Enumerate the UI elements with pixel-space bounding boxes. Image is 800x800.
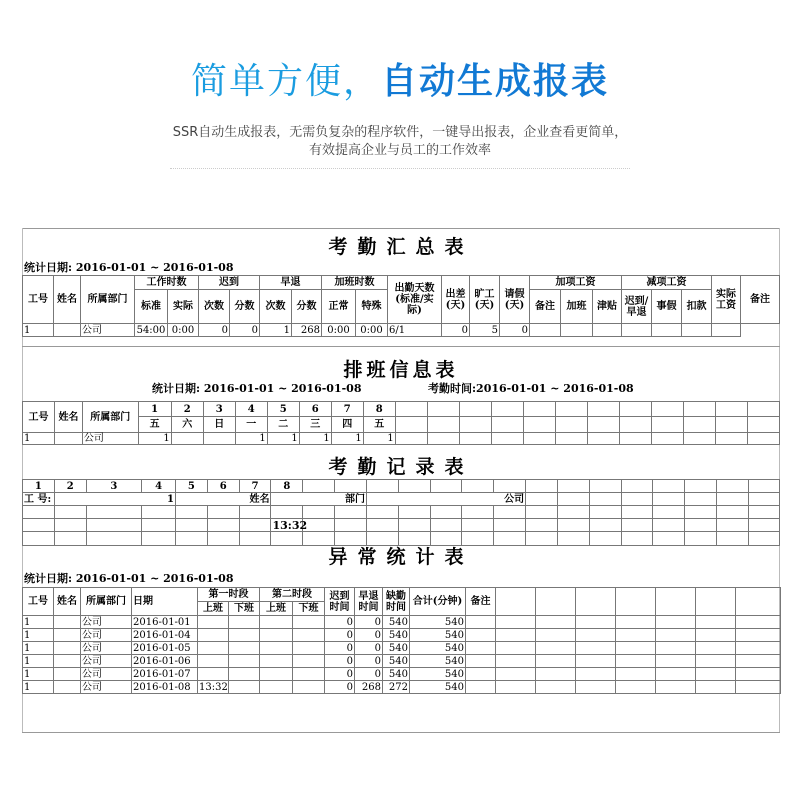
- table-row: [23, 433, 780, 445]
- dept-label: 部门: [271, 493, 366, 506]
- dept-value: 公司: [366, 493, 525, 506]
- col-header-remark: 备注: [741, 276, 780, 324]
- cell: 1: [299, 433, 331, 445]
- cell: [656, 642, 696, 655]
- cell: [203, 433, 235, 445]
- day-header: 4: [235, 402, 267, 417]
- cell: [293, 642, 325, 655]
- cell: [229, 681, 260, 694]
- schedule-title: 排班信息表: [343, 359, 459, 381]
- cell: [536, 668, 576, 681]
- cell: [622, 324, 652, 337]
- abnormal-title: 异常统计表: [328, 546, 474, 568]
- col-header-add-note: 备注: [530, 290, 561, 324]
- cell: 1: [23, 668, 54, 681]
- cell: 公司: [81, 681, 132, 694]
- weekday-header: 六: [171, 417, 203, 433]
- weekday-header: 三: [299, 417, 331, 433]
- cell: [652, 324, 682, 337]
- col-header-id: 工号: [23, 402, 55, 433]
- cell: 1: [235, 433, 267, 445]
- col-header-period2: 第二时段: [260, 588, 325, 602]
- cell: [198, 629, 229, 642]
- day-header: 3: [86, 480, 141, 493]
- col-header-late: 迟到: [199, 276, 260, 290]
- day-header: 5: [267, 402, 299, 417]
- col-header-deduct: 扣款: [682, 290, 712, 324]
- cell: 0: [199, 324, 230, 337]
- grid-line: [22, 346, 780, 347]
- cell: [736, 616, 781, 629]
- col-header-actual: 实际: [168, 290, 199, 324]
- cell: 540: [383, 655, 410, 668]
- cell: [54, 642, 81, 655]
- grid-line: [22, 228, 780, 229]
- cell: [496, 616, 536, 629]
- col-header-name: 姓名: [54, 276, 81, 324]
- cell: [54, 616, 81, 629]
- col-header-total: 合计(分钟): [410, 588, 466, 616]
- cell: 540: [410, 629, 466, 642]
- cell: 5: [470, 324, 500, 337]
- cell: 2016-01-06: [132, 655, 198, 668]
- col-header-remark: 备注: [466, 588, 496, 616]
- day-header: 1: [23, 480, 55, 493]
- cell: 0: [325, 668, 355, 681]
- col-header-late-early: 迟到/早退: [622, 290, 652, 324]
- hero-title-part1: 简单方便，: [190, 61, 381, 102]
- col-header-add-pay: 加项工资: [530, 276, 622, 290]
- cell: [576, 616, 616, 629]
- day-header: 3: [203, 402, 235, 417]
- cell: [466, 642, 496, 655]
- cell: [54, 681, 81, 694]
- cell: [293, 655, 325, 668]
- cell: [536, 642, 576, 655]
- schedule-attend-time: 考勤时间:2016-01-01 ~ 2016-01-08: [428, 382, 634, 395]
- cell: 1: [363, 433, 395, 445]
- cell: [466, 681, 496, 694]
- cell: 0: [325, 642, 355, 655]
- cell: 0: [355, 616, 383, 629]
- cell: 272: [383, 681, 410, 694]
- cell: [530, 324, 561, 337]
- cell: 1: [23, 642, 54, 655]
- cell: [656, 668, 696, 681]
- cell: 公司: [81, 324, 135, 337]
- col-header-late-count: 次数: [199, 290, 230, 324]
- cell: [712, 324, 741, 337]
- cell: [576, 681, 616, 694]
- col-header-actual-pay: 实际工资: [712, 276, 741, 324]
- col-header-add-ot: 加班: [561, 290, 593, 324]
- cell: 1: [331, 433, 363, 445]
- cell: 1: [23, 681, 54, 694]
- cell: 0: [355, 668, 383, 681]
- col-header-deduct-pay: 减项工资: [622, 276, 712, 290]
- cell: [576, 629, 616, 642]
- cell: [496, 642, 536, 655]
- cell: 1: [23, 324, 54, 337]
- cell: 540: [410, 616, 466, 629]
- cell: 0: [355, 629, 383, 642]
- cell: 2016-01-07: [132, 668, 198, 681]
- hero-title-part2: 自动生成报表: [381, 61, 610, 102]
- cell: [229, 655, 260, 668]
- cell: [616, 668, 656, 681]
- cell: [260, 642, 293, 655]
- cell: 540: [383, 629, 410, 642]
- col-header-late-min: 分数: [230, 290, 260, 324]
- col-header-absent: 缺勤时间: [383, 588, 410, 616]
- cell: [260, 681, 293, 694]
- cell: [561, 324, 593, 337]
- cell: 540: [410, 668, 466, 681]
- cell: [293, 616, 325, 629]
- cell: 54:00: [135, 324, 168, 337]
- col-header-id: 工号: [23, 276, 54, 324]
- cell: [55, 433, 83, 445]
- cell: 2016-01-08: [132, 681, 198, 694]
- cell: 540: [410, 681, 466, 694]
- cell: 1: [138, 433, 171, 445]
- cell: [293, 629, 325, 642]
- col-header-trip: 出差(天): [442, 276, 470, 324]
- day-header: 4: [142, 480, 176, 493]
- cell: [54, 668, 81, 681]
- cell: 0: [325, 629, 355, 642]
- hero-subtitle-line1: SSR自动生成报表，无需负复杂的程序软件，一键导出报表，企业查看更简单，: [172, 125, 628, 140]
- cell: 0: [355, 655, 383, 668]
- cell: 1: [23, 629, 54, 642]
- col-header-overtime: 加班时数: [322, 276, 388, 290]
- cell: [576, 655, 616, 668]
- weekday-header: 二: [267, 417, 299, 433]
- cell: 13:32: [199, 681, 228, 693]
- table-row: [23, 668, 781, 681]
- cell: 0: [230, 324, 260, 337]
- summary-table: [22, 275, 780, 337]
- col-header-p1-off: 下班: [229, 602, 260, 616]
- records-table: [22, 479, 780, 546]
- cell: [576, 668, 616, 681]
- cell: 1: [23, 616, 54, 629]
- cell: [616, 681, 656, 694]
- cell: [54, 629, 81, 642]
- col-header-dept: 所属部门: [81, 588, 132, 616]
- cell: 公司: [81, 629, 132, 642]
- cell: [496, 681, 536, 694]
- cell: [736, 681, 781, 694]
- cell: [198, 668, 229, 681]
- cell: [293, 668, 325, 681]
- cell: [260, 655, 293, 668]
- hero-title: [0, 60, 800, 104]
- cell: 268: [355, 681, 383, 694]
- cell: [260, 629, 293, 642]
- cell: [696, 616, 736, 629]
- cell: [656, 655, 696, 668]
- cell: 540: [383, 642, 410, 655]
- table-row: [23, 642, 781, 655]
- col-header-add-allowance: 津贴: [593, 290, 622, 324]
- cell: [616, 629, 656, 642]
- col-header-dept: 所属部门: [82, 402, 138, 433]
- cell: [229, 642, 260, 655]
- col-header-std: 标准: [135, 290, 168, 324]
- cell: 公司: [81, 668, 132, 681]
- cell: [536, 629, 576, 642]
- cell: 公司: [81, 655, 132, 668]
- cell: 0: [325, 655, 355, 668]
- cell: 0: [325, 616, 355, 629]
- cell: [576, 642, 616, 655]
- cell: [656, 616, 696, 629]
- weekday-header: 一: [235, 417, 267, 433]
- cell: [616, 655, 656, 668]
- cell: 2016-01-05: [132, 642, 198, 655]
- cell: [656, 681, 696, 694]
- cell: [656, 629, 696, 642]
- cell: [198, 642, 229, 655]
- spreadsheet: [22, 228, 780, 733]
- cell: [696, 655, 736, 668]
- col-header-name: 姓名: [54, 588, 81, 616]
- hero-subtitle-line2: 有效提高企业与员工的工作效率: [308, 143, 491, 158]
- cell: 公司: [82, 433, 138, 445]
- col-header-late: 迟到时间: [325, 588, 355, 616]
- cell: [466, 655, 496, 668]
- cell: [198, 655, 229, 668]
- records-title: 考勤记录表: [328, 456, 474, 478]
- cell: [536, 616, 576, 629]
- table-row: [23, 324, 780, 337]
- cell: 540: [383, 616, 410, 629]
- cell: [536, 681, 576, 694]
- cell: 公司: [81, 642, 132, 655]
- col-header-early: 早退: [260, 276, 322, 290]
- col-header-absent: 旷工(天): [470, 276, 500, 324]
- cell: [496, 668, 536, 681]
- cell: 0: [500, 324, 530, 337]
- cell: 2016-01-04: [132, 629, 198, 642]
- cell: 540: [383, 668, 410, 681]
- col-header-early-min: 分数: [292, 290, 322, 324]
- cell: [696, 629, 736, 642]
- cell: 1: [260, 324, 292, 337]
- id-value: 1: [54, 493, 175, 506]
- day-header: 6: [299, 402, 331, 417]
- cell: [496, 629, 536, 642]
- summary-title: 考勤汇总表: [328, 236, 474, 258]
- cell: [496, 655, 536, 668]
- cell: [736, 642, 781, 655]
- cell: 540: [410, 655, 466, 668]
- abnormal-stat-date: 统计日期: 2016-01-01 ~ 2016-01-08: [24, 572, 234, 585]
- schedule-table: [22, 401, 780, 445]
- cell: [593, 324, 622, 337]
- col-header-ot-normal: 正常: [322, 290, 356, 324]
- punch-time: 13:32: [272, 518, 308, 532]
- summary-stat-date: 统计日期: 2016-01-01 ~ 2016-01-08: [24, 261, 234, 274]
- cell: [54, 655, 81, 668]
- table-row: [23, 655, 781, 668]
- table-row: [23, 629, 781, 642]
- col-header-early-count: 次数: [260, 290, 292, 324]
- cell: [466, 616, 496, 629]
- cell: 1: [23, 655, 54, 668]
- day-header: 7: [239, 480, 271, 493]
- cell: [229, 616, 260, 629]
- cell: 268: [292, 324, 322, 337]
- col-header-date: 日期: [132, 588, 198, 616]
- col-header-period1: 第一时段: [198, 588, 260, 602]
- day-header: 8: [363, 402, 395, 417]
- cell: 0: [442, 324, 470, 337]
- col-header-ot-special: 特殊: [356, 290, 388, 324]
- grid-line: [22, 732, 780, 733]
- col-header-id: 工号: [23, 588, 54, 616]
- cell: [466, 668, 496, 681]
- weekday-header: 日: [203, 417, 235, 433]
- col-header-early: 早退时间: [355, 588, 383, 616]
- cell: 0: [355, 642, 383, 655]
- weekday-header: 五: [138, 417, 171, 433]
- cell: 6/1: [388, 324, 442, 337]
- cell: [260, 616, 293, 629]
- cell: 1: [23, 433, 55, 445]
- col-header-work-hours: 工作时数: [135, 276, 199, 290]
- weekday-header: 四: [331, 417, 363, 433]
- cell: [696, 681, 736, 694]
- cell: [198, 616, 229, 629]
- cell: [536, 655, 576, 668]
- col-header-p1-on: 上班: [198, 602, 229, 616]
- day-header: 6: [207, 480, 239, 493]
- cell: [54, 324, 81, 337]
- abnormal-table: [22, 587, 781, 694]
- cell: 0:00: [356, 324, 388, 337]
- cell: [736, 668, 781, 681]
- cell: 0:00: [322, 324, 356, 337]
- weekday-header: 五: [363, 417, 395, 433]
- table-row: [23, 616, 781, 629]
- day-header: 7: [331, 402, 363, 417]
- cell: 0: [325, 681, 355, 694]
- id-label: 工 号:: [23, 493, 55, 506]
- day-header: 5: [176, 480, 208, 493]
- day-header: 2: [54, 480, 86, 493]
- cell: [229, 629, 260, 642]
- col-header-attendance: 出勤天数(标准/实际): [388, 276, 442, 324]
- cell: [736, 629, 781, 642]
- col-header-p2-on: 上班: [260, 602, 293, 616]
- cell: 公司: [81, 616, 132, 629]
- cell: [229, 668, 260, 681]
- col-header-personal: 事假: [652, 290, 682, 324]
- table-row: [23, 681, 781, 694]
- col-header-name: 姓名: [55, 402, 83, 433]
- cell: [171, 433, 203, 445]
- col-header-p2-off: 下班: [293, 602, 325, 616]
- cell: [260, 668, 293, 681]
- cell: [736, 655, 781, 668]
- cell: 1: [267, 433, 299, 445]
- col-header-dept: 所属部门: [81, 276, 135, 324]
- day-header: 8: [271, 480, 303, 493]
- cell: [616, 616, 656, 629]
- cell: [293, 681, 325, 694]
- divider: [170, 168, 630, 170]
- schedule-stat-date: 统计日期: 2016-01-01 ~ 2016-01-08: [152, 382, 362, 395]
- day-header: 2: [171, 402, 203, 417]
- cell: 540: [410, 642, 466, 655]
- cell: [682, 324, 712, 337]
- cell: 2016-01-01: [132, 616, 198, 629]
- cell: [696, 642, 736, 655]
- cell: [616, 642, 656, 655]
- cell: [466, 629, 496, 642]
- cell: 0:00: [168, 324, 199, 337]
- cell: [696, 668, 736, 681]
- day-header: 1: [138, 402, 171, 417]
- name-label: 姓名: [176, 493, 271, 506]
- col-header-leave: 请假(天): [500, 276, 530, 324]
